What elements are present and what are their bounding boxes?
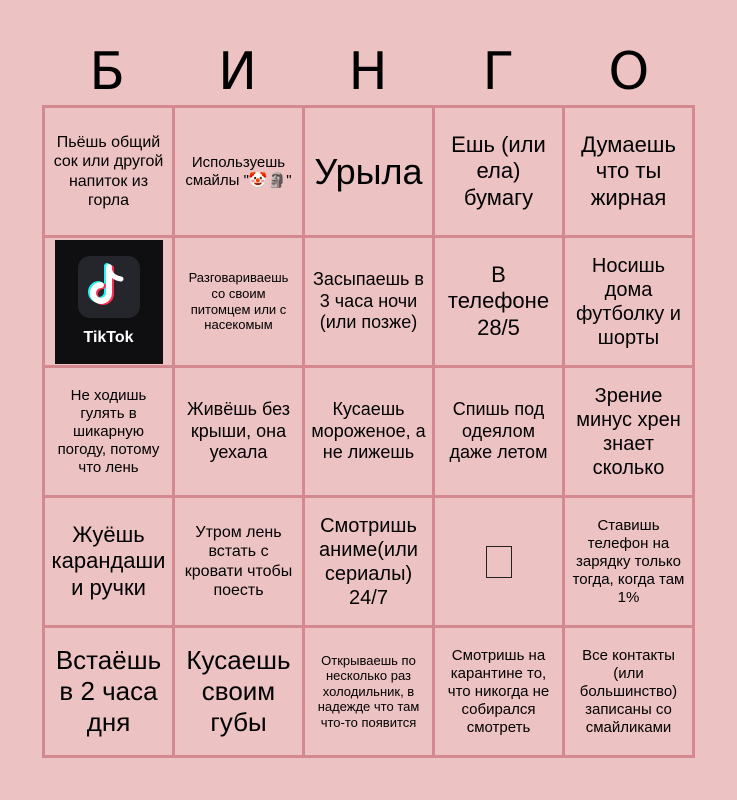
bingo-cell-21[interactable]: Встаёшь в 2 часа дня — [45, 628, 172, 755]
header-letter-n: Н — [348, 42, 388, 102]
bingo-cell-22[interactable]: Кусаешь своим губы — [175, 628, 302, 755]
bingo-cell-24[interactable]: Смотришь на карантине то, что никогда не собирался смотреть — [435, 628, 562, 755]
bingo-cell-8[interactable]: Засыпаешь в 3 часа ночи (или позже) — [305, 238, 432, 365]
bingo-cell-25[interactable]: Все контакты (или большинство) записаны со смайликами — [565, 628, 692, 755]
bingo-cell-1[interactable]: Пьёшь общий сок или другой напиток из горла — [45, 108, 172, 235]
bingo-card — [42, 105, 695, 758]
bingo-cell-12[interactable]: Живёшь без крыши, она уехала — [175, 368, 302, 495]
bingo-cell-2[interactable]: Используешь смайлы "🤡🗿" — [175, 108, 302, 235]
bingo-cell-6[interactable] — [45, 238, 172, 365]
bingo-cell-11[interactable]: Не ходишь гулять в шикарную погоду, потому что лень — [45, 368, 172, 495]
tiktok-wordmark: TikTok — [83, 328, 134, 346]
free-space-cell[interactable] — [435, 498, 562, 625]
free-space-icon — [486, 546, 512, 578]
bingo-cell-7[interactable]: Разговариваешь со своим питомцем или с насекомым — [175, 238, 302, 365]
bingo-cell-18[interactable]: Смотришь аниме(или сериалы) 24/7 — [305, 498, 432, 625]
bingo-cell-23[interactable]: Открываешь по несколько раз холодильник, в надежде что там что-то появится — [305, 628, 432, 755]
bingo-cell-5[interactable]: Думаешь что ты жирная — [565, 108, 692, 235]
header-letter-b: Б — [89, 42, 126, 102]
bingo-cell-16[interactable]: Жуёшь карандаши и ручки — [45, 498, 172, 625]
bingo-cell-10[interactable]: Носишь дома футболку и шорты — [565, 238, 692, 365]
header-letter-i: И — [218, 42, 258, 102]
bingo-cell-3[interactable]: Урыла — [305, 108, 432, 235]
tiktok-note-icon — [78, 256, 140, 318]
tiktok-logo — [55, 240, 163, 364]
header-letter-o: О — [608, 42, 650, 102]
bingo-cell-4[interactable]: Ешь (или ела) бумагу — [435, 108, 562, 235]
header-letter-g: Г — [482, 42, 515, 102]
bingo-cell-15[interactable]: Зрение минус хрен знает сколько — [565, 368, 692, 495]
bingo-header — [42, 40, 694, 104]
bingo-cell-13[interactable]: Кусаешь мороженое, а не лижешь — [305, 368, 432, 495]
bingo-cell-14[interactable]: Спишь под одеялом даже летом — [435, 368, 562, 495]
bingo-cell-17[interactable]: Утром лень встать с кровати чтобы поесть — [175, 498, 302, 625]
bingo-cell-20[interactable]: Ставишь телефон на зарядку только тогда, когда там 1% — [565, 498, 692, 625]
bingo-cell-9[interactable]: В телефоне 28/5 — [435, 238, 562, 365]
